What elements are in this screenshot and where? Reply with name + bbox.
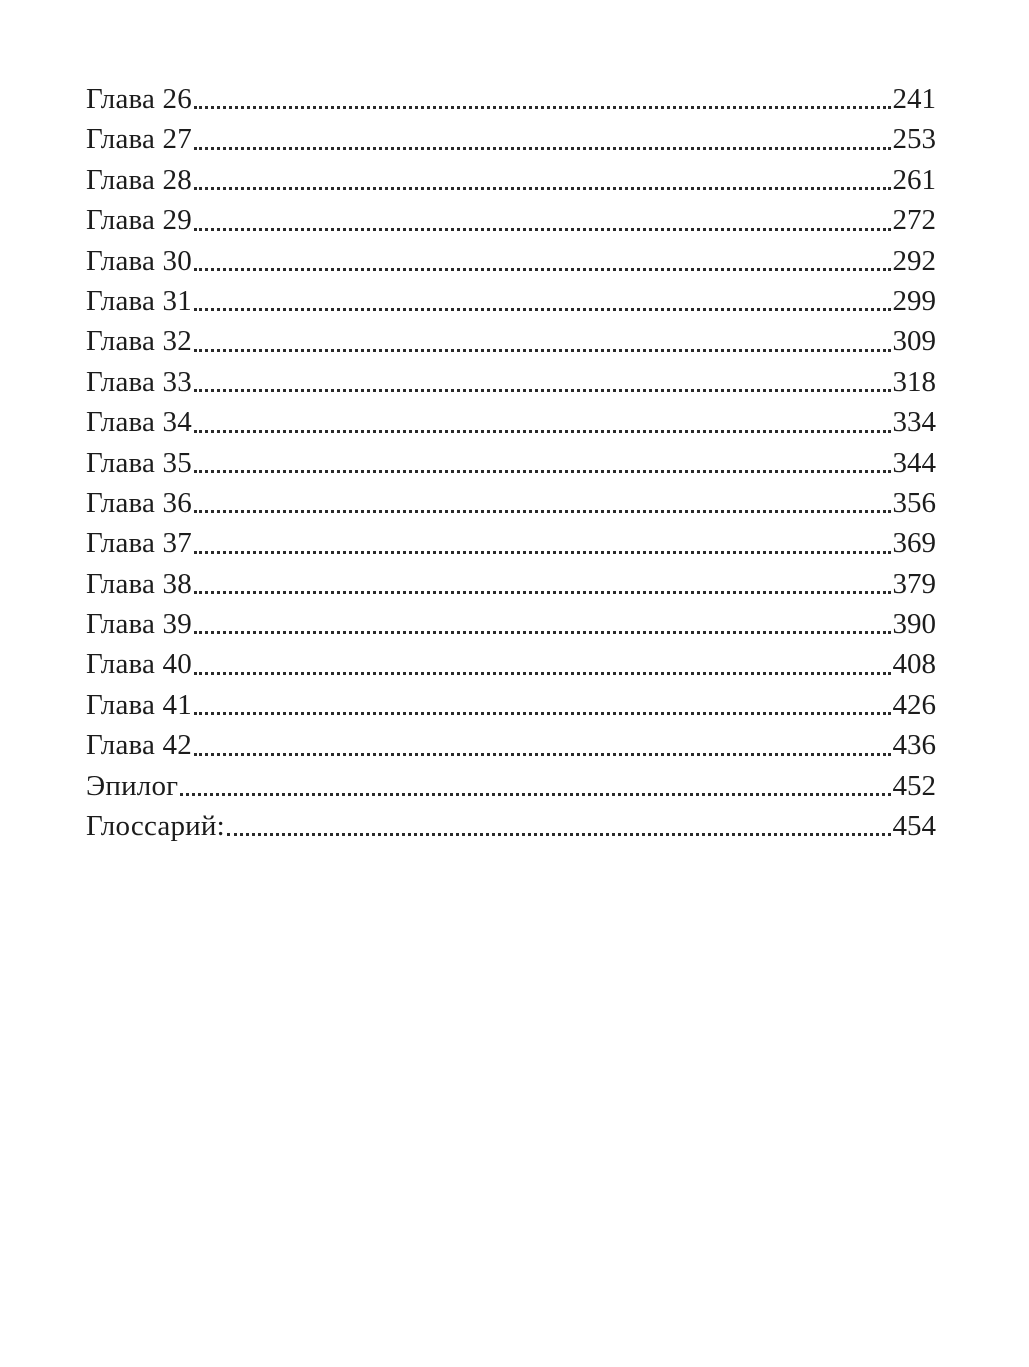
toc-entry-page: 309	[892, 325, 936, 358]
toc-entry-title: Глава 29	[86, 204, 192, 237]
toc-entry-page: 292	[892, 244, 936, 277]
toc-entry-title: Глава 35	[86, 446, 192, 479]
toc-entry-glossary	[86, 806, 936, 846]
toc-entry-epilogue	[86, 766, 936, 806]
toc-entry-title: Глава 36	[86, 486, 192, 519]
toc-entry-chapter-29	[86, 200, 936, 240]
toc-entry-page: 408	[892, 648, 936, 681]
toc-entry-page: 356	[892, 486, 936, 519]
toc-entry-title: Глава 34	[86, 406, 192, 439]
toc-entry-title: Глава 30	[86, 244, 192, 277]
toc-entry-page: 454	[892, 810, 936, 843]
toc-entry-chapter-34	[86, 402, 936, 442]
dot-leader	[194, 509, 891, 513]
dot-leader	[194, 307, 891, 311]
dot-leader	[194, 267, 891, 271]
toc-entry-chapter-26	[86, 79, 936, 119]
toc-entry-page: 452	[892, 769, 936, 802]
dot-leader	[194, 590, 891, 594]
dot-leader	[194, 429, 891, 433]
toc-entry-page: 344	[892, 446, 936, 479]
toc-entry-page: 241	[892, 83, 936, 115]
toc-entry-title: Глава 26	[86, 83, 192, 115]
toc-entry-page: 299	[892, 284, 936, 317]
toc-entry-chapter-42	[86, 725, 936, 765]
toc-entry-title: Глава 39	[86, 608, 192, 641]
toc-entry-title: Глава 31	[86, 284, 192, 317]
toc-entry-chapter-32	[86, 321, 936, 361]
toc-entry-chapter-36	[86, 483, 936, 523]
dot-leader	[227, 832, 891, 836]
toc-entry-page: 369	[892, 527, 936, 560]
dot-leader	[194, 550, 891, 554]
toc-entry-title: Глава 37	[86, 527, 192, 560]
toc-entry-page: 334	[892, 406, 936, 439]
toc-entry-chapter-33	[86, 362, 936, 402]
toc-entry-title: Эпилог	[86, 769, 179, 802]
toc-entry-page: 436	[892, 729, 936, 762]
toc-entry-title: Глава 27	[86, 123, 192, 156]
toc-entry-chapter-35	[86, 443, 936, 483]
toc-entry-title: Глава 42	[86, 729, 192, 762]
dot-leader	[194, 630, 891, 634]
toc-entry-page: 318	[892, 365, 936, 398]
toc-entry-chapter-28	[86, 160, 936, 200]
toc-entry-page: 390	[892, 608, 936, 641]
toc-entry-page: 261	[892, 163, 936, 196]
toc-entry-chapter-31	[86, 281, 936, 321]
dot-leader	[194, 711, 891, 715]
toc-entry-page: 379	[892, 567, 936, 600]
dot-leader	[194, 348, 891, 352]
dot-leader	[194, 752, 891, 756]
toc-entry-chapter-38	[86, 564, 936, 604]
toc-entry-title: Глава 32	[86, 325, 192, 358]
toc-entry-title: Глава 41	[86, 688, 192, 721]
toc-entry-page: 253	[892, 123, 936, 156]
toc-entry-chapter-39	[86, 604, 936, 644]
dot-leader	[194, 227, 891, 231]
toc-entry-page: 426	[892, 688, 936, 721]
dot-leader	[194, 146, 891, 150]
toc-entry-title: Глоссарий:	[86, 810, 225, 843]
toc-entry-chapter-30	[86, 241, 936, 281]
dot-leader	[194, 186, 891, 190]
toc-entry-title: Глава 38	[86, 567, 192, 600]
toc-entry-page: 272	[892, 204, 936, 237]
dot-leader	[194, 388, 891, 392]
toc-entry-chapter-37	[86, 523, 936, 563]
dot-leader	[194, 469, 891, 473]
dot-leader	[194, 671, 891, 675]
toc-entry-title: Глава 40	[86, 648, 192, 681]
toc-entry-chapter-40	[86, 644, 936, 684]
toc-entry-title: Глава 28	[86, 163, 192, 196]
toc-entry-chapter-41	[86, 685, 936, 725]
toc-entry-chapter-27	[86, 119, 936, 159]
dot-leader	[194, 105, 891, 109]
toc-entry-title: Глава 33	[86, 365, 192, 398]
table-of-contents	[86, 79, 936, 846]
dot-leader	[180, 792, 890, 796]
